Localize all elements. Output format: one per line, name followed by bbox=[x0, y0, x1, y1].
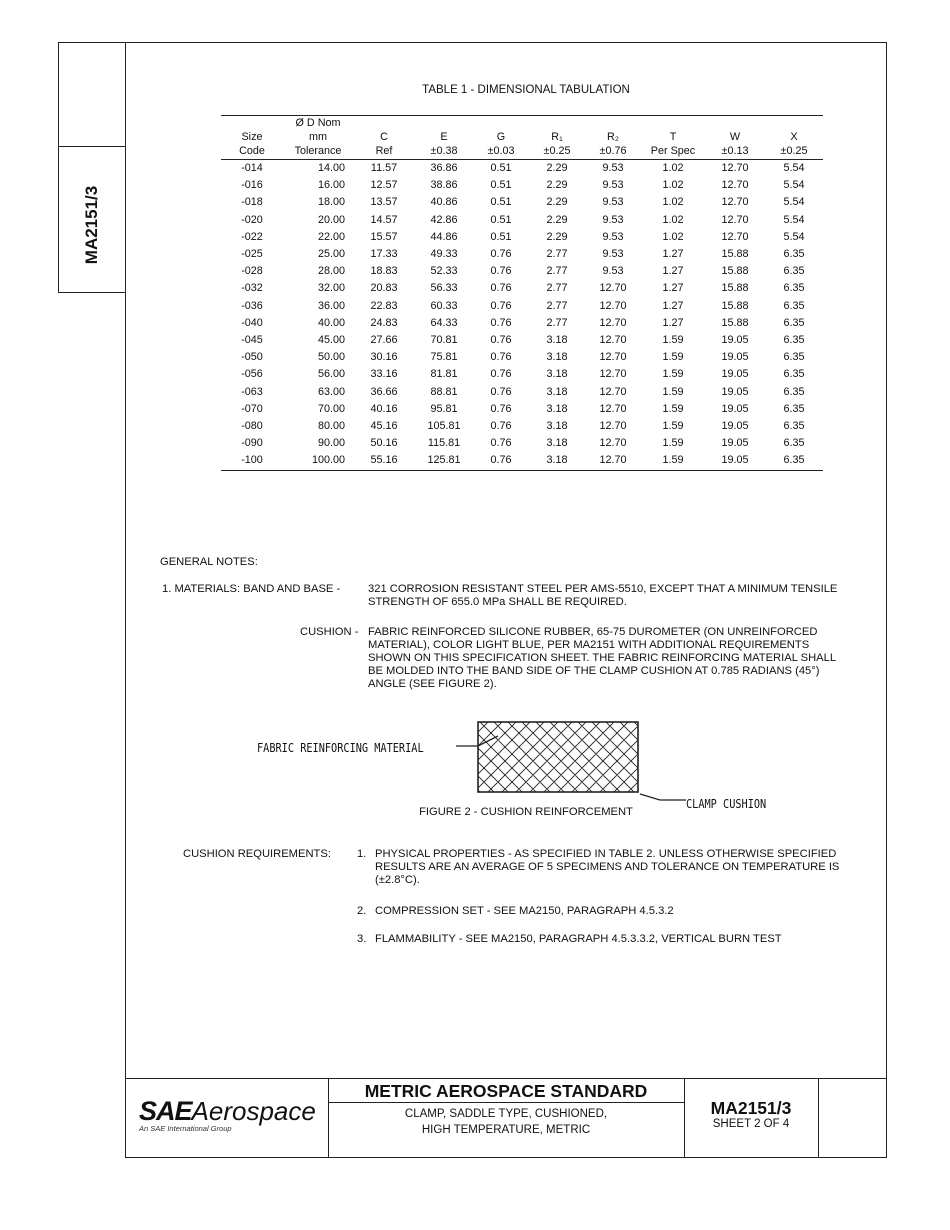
column-header: ±0.13 bbox=[705, 144, 765, 160]
table-cell: 3.18 bbox=[546, 454, 568, 467]
column-header: G bbox=[496, 131, 506, 143]
table-cell: 44.86 bbox=[430, 230, 458, 243]
table-cell: 6.35 bbox=[783, 437, 805, 450]
table-cell: 12.70 bbox=[599, 368, 627, 381]
table-cell: 2.29 bbox=[546, 179, 568, 192]
table-cell: 90.00 bbox=[317, 437, 345, 450]
table-cell: 6.35 bbox=[783, 402, 805, 415]
column-header: W bbox=[729, 131, 741, 143]
table-row bbox=[221, 384, 823, 401]
table-cell: 2.77 bbox=[546, 299, 568, 312]
table-cell: 75.81 bbox=[430, 351, 458, 364]
table-cell: 9.53 bbox=[602, 248, 624, 261]
table-cell: 12.70 bbox=[721, 179, 749, 192]
table-row bbox=[221, 280, 823, 297]
description-line-2: HIGH TEMPERATURE, METRIC bbox=[421, 1124, 591, 1136]
table-cell: 1.59 bbox=[662, 351, 684, 364]
table-cell: -040 bbox=[241, 316, 263, 329]
table-cell: 11.57 bbox=[370, 162, 398, 174]
table-cell: 1.59 bbox=[662, 437, 684, 450]
table-cell: 2.77 bbox=[546, 265, 568, 278]
table-cell: 6.35 bbox=[783, 334, 805, 347]
table-cell: 2.29 bbox=[546, 213, 568, 226]
title-block-divider bbox=[818, 1078, 819, 1158]
table-cell: 0.76 bbox=[490, 334, 512, 347]
table-cell: 38.86 bbox=[430, 179, 458, 192]
dimensional-table bbox=[221, 115, 823, 471]
column-header bbox=[415, 116, 473, 131]
requirement-2-text: COMPRESSION SET - SEE MA2150, PARAGRAPH 4.5.3.2 bbox=[375, 905, 674, 917]
column-header bbox=[353, 116, 415, 131]
column-header: Tolerance bbox=[283, 144, 353, 160]
table-cell: -022 bbox=[241, 230, 263, 243]
table-cell: 125.81 bbox=[427, 454, 461, 467]
column-header: C bbox=[380, 131, 388, 143]
table-cell: 2.77 bbox=[546, 316, 568, 329]
requirement-1-text: PHYSICAL PROPERTIES - AS SPECIFIED IN TABLE 2. UNLESS OTHERWISE SPECIFIED RESULTS ARE AN AVERAGE OF 5 SPECIMENS AND TOLERANCE ON TEMPERATURE IS (±2.8°C). bbox=[375, 848, 840, 886]
table-cell: 56.00 bbox=[317, 368, 345, 381]
table-row bbox=[221, 246, 823, 263]
table-cell: 5.54 bbox=[783, 162, 805, 174]
table-cell: -045 bbox=[241, 334, 263, 347]
table-cell: 5.54 bbox=[783, 196, 805, 209]
table-row bbox=[221, 435, 823, 452]
table-row bbox=[221, 366, 823, 383]
table-cell: 60.33 bbox=[430, 299, 458, 312]
table-cell: 0.51 bbox=[490, 230, 512, 243]
table-cell: 6.35 bbox=[783, 454, 805, 467]
cushion-requirements-label: CUSHION REQUIREMENTS: bbox=[183, 848, 331, 860]
table-cell: 9.53 bbox=[602, 213, 624, 226]
figure-caption: FIGURE 2 - CUSHION REINFORCEMENT bbox=[419, 806, 633, 818]
column-header bbox=[705, 116, 765, 131]
figure-label-cushion: CLAMP CUSHION bbox=[686, 796, 767, 811]
table-cell: 6.35 bbox=[783, 351, 805, 364]
side-tab-divider bbox=[58, 146, 126, 147]
table-cell: 2.29 bbox=[546, 162, 568, 174]
table-cell: 25.00 bbox=[317, 248, 345, 261]
table-row bbox=[221, 160, 823, 178]
column-header: mm bbox=[309, 131, 327, 143]
description-line-1: CLAMP, SADDLE TYPE, CUSHIONED, bbox=[404, 1108, 608, 1120]
table-row bbox=[221, 263, 823, 280]
table-cell: 0.76 bbox=[490, 402, 512, 415]
table-cell: 1.59 bbox=[662, 420, 684, 433]
table-cell: 12.70 bbox=[599, 402, 627, 415]
table-row bbox=[221, 212, 823, 229]
table-cell: 1.02 bbox=[662, 213, 684, 226]
title-block-mid-rule bbox=[328, 1102, 684, 1103]
table-cell: 19.05 bbox=[721, 454, 749, 467]
header-row-3 bbox=[221, 144, 823, 160]
table-cell: 3.18 bbox=[546, 351, 568, 364]
table-cell: 1.59 bbox=[662, 368, 684, 381]
table-cell: 50.00 bbox=[317, 351, 345, 364]
table-cell: 36.66 bbox=[370, 385, 398, 398]
logo-subtitle: An SAE International Group bbox=[139, 1124, 232, 1133]
table-cell: 12.57 bbox=[370, 179, 398, 192]
table-cell: 12.70 bbox=[599, 420, 627, 433]
table-cell: 1.59 bbox=[662, 385, 684, 398]
table-cell: 20.00 bbox=[317, 213, 345, 226]
table-cell: 95.81 bbox=[430, 402, 458, 415]
table-cell: 20.83 bbox=[370, 282, 398, 295]
logo-aerospace: Aerospace bbox=[191, 1096, 316, 1126]
table-cell: 15.88 bbox=[721, 299, 749, 312]
table-cell: 100.00 bbox=[311, 454, 345, 467]
table-cell: -016 bbox=[241, 179, 263, 192]
table-cell: 40.00 bbox=[317, 316, 345, 329]
table-cell: 63.00 bbox=[317, 385, 345, 398]
table-cell: 19.05 bbox=[721, 368, 749, 381]
table-cell: 1.59 bbox=[662, 402, 684, 415]
table-cell: 0.76 bbox=[490, 368, 512, 381]
table-cell: 28.00 bbox=[317, 265, 345, 278]
column-header: ±0.03 bbox=[473, 144, 529, 160]
table-cell: 17.33 bbox=[370, 248, 398, 261]
column-header bbox=[765, 116, 823, 131]
table-cell: 12.70 bbox=[721, 230, 749, 243]
table-row bbox=[221, 332, 823, 349]
table-cell: 0.76 bbox=[490, 316, 512, 329]
table-cell: 12.70 bbox=[599, 316, 627, 329]
column-header bbox=[473, 116, 529, 131]
table-cell: 3.18 bbox=[546, 334, 568, 347]
note1-text: 321 CORROSION RESISTANT STEEL PER AMS-5510, EXCEPT THAT A MINIMUM TENSILE STRENGTH OF 655.0 MPa SHALL BE REQUIRED. bbox=[368, 583, 838, 608]
table-cell: 70.00 bbox=[317, 402, 345, 415]
figure-label-fabric: FABRIC REINFORCING MATERIAL bbox=[257, 740, 424, 755]
table-cell: 80.00 bbox=[317, 420, 345, 433]
column-header: R₂ bbox=[607, 131, 619, 143]
table-cell: 22.00 bbox=[317, 230, 345, 243]
table-cell: 2.29 bbox=[546, 230, 568, 243]
table-cell: 12.70 bbox=[721, 196, 749, 209]
requirement-3-text: FLAMMABILITY - SEE MA2150, PARAGRAPH 4.5.3.3.2, VERTICAL BURN TEST bbox=[375, 933, 782, 945]
table-cell: 22.83 bbox=[370, 299, 398, 312]
column-header: Ref bbox=[353, 144, 415, 160]
table-cell: 1.02 bbox=[662, 196, 684, 209]
column-header: Size bbox=[241, 131, 263, 143]
table-cell: 45.00 bbox=[317, 334, 345, 347]
table-cell: 15.88 bbox=[721, 282, 749, 295]
table-cell: 12.70 bbox=[599, 351, 627, 364]
column-header: Per Spec bbox=[641, 144, 705, 160]
table-cell: 3.18 bbox=[546, 385, 568, 398]
table-cell: 1.59 bbox=[662, 454, 684, 467]
table-cell: 0.76 bbox=[490, 351, 512, 364]
table-cell: -036 bbox=[241, 299, 263, 312]
table-row bbox=[221, 194, 823, 211]
table-cell: 55.16 bbox=[370, 454, 398, 467]
table-cell: 27.66 bbox=[370, 334, 398, 347]
table-cell: 19.05 bbox=[721, 385, 749, 398]
table-cell: 1.02 bbox=[662, 179, 684, 192]
table-cell: 1.27 bbox=[662, 265, 684, 278]
table-cell: 40.16 bbox=[370, 402, 398, 415]
table-cell: -090 bbox=[241, 437, 263, 450]
table-cell: -018 bbox=[241, 196, 263, 209]
table-cell: 9.53 bbox=[602, 265, 624, 278]
table-cell: 16.00 bbox=[317, 179, 345, 192]
table-row bbox=[221, 177, 823, 194]
table-cell: -056 bbox=[241, 368, 263, 381]
table-row bbox=[221, 452, 823, 470]
table-cell: -028 bbox=[241, 265, 263, 278]
table-cell: 19.05 bbox=[721, 420, 749, 433]
table-cell: 6.35 bbox=[783, 368, 805, 381]
document-number: MA2151/3 bbox=[710, 1098, 792, 1118]
column-header bbox=[641, 116, 705, 131]
cushion-reinforcement-figure bbox=[450, 718, 690, 818]
table-row bbox=[221, 349, 823, 366]
sheet-number: SHEET 2 OF 4 bbox=[712, 1118, 790, 1130]
table-cell: 14.57 bbox=[370, 213, 398, 226]
column-header: X bbox=[790, 131, 798, 143]
column-header: ±0.25 bbox=[529, 144, 585, 160]
table-cell: 15.88 bbox=[721, 316, 749, 329]
table-cell: 9.53 bbox=[602, 230, 624, 243]
table-cell: 6.35 bbox=[783, 385, 805, 398]
table-cell: 49.33 bbox=[430, 248, 458, 261]
table-row bbox=[221, 315, 823, 332]
table-cell: 0.76 bbox=[490, 248, 512, 261]
table-cell: 6.35 bbox=[783, 420, 805, 433]
table-cell: 1.27 bbox=[662, 248, 684, 261]
table-cell: 15.88 bbox=[721, 248, 749, 261]
side-doc-label bbox=[58, 180, 126, 270]
table-cell: 5.54 bbox=[783, 213, 805, 226]
table-cell: 0.76 bbox=[490, 299, 512, 312]
general-notes-heading: GENERAL NOTES: bbox=[160, 556, 258, 568]
table-cell: 12.70 bbox=[599, 299, 627, 312]
table-cell: 19.05 bbox=[721, 351, 749, 364]
column-header: ±0.38 bbox=[415, 144, 473, 160]
table-cell: -100 bbox=[241, 454, 263, 467]
table-cell: 45.16 bbox=[370, 420, 398, 433]
table-cell: 18.00 bbox=[317, 196, 345, 209]
table-row bbox=[221, 401, 823, 418]
table-cell: 12.70 bbox=[721, 162, 749, 174]
table-cell: 30.16 bbox=[370, 351, 398, 364]
table-cell: 3.18 bbox=[546, 402, 568, 415]
cushion-text: FABRIC REINFORCED SILICONE RUBBER, 65-75 DUROMETER (ON UNREINFORCED MATERIAL), COLOR LIGHT BLUE, PER MA2151 WITH ADDITIONAL REQUIREMENTS SHOWN ON THIS SPECIFICATION SHEET. THE FABRIC REINFORCING MATERIAL SHALL BE MOLDED INTO THE BAND SIDE OF THE CLAMP CUSHION AT 0.785 RADIANS (45°) ANGLE (SEE FIGURE 2). bbox=[368, 626, 836, 690]
column-header: ±0.25 bbox=[765, 144, 823, 160]
column-header bbox=[585, 116, 641, 131]
table-cell: 19.05 bbox=[721, 437, 749, 450]
column-header: Ø D Nom bbox=[295, 117, 341, 129]
table-cell: -025 bbox=[241, 248, 263, 261]
table-cell: 2.29 bbox=[546, 196, 568, 209]
table-cell: 1.27 bbox=[662, 316, 684, 329]
table-cell: 12.70 bbox=[599, 437, 627, 450]
requirement-2-number: 2. bbox=[357, 905, 367, 917]
table-cell: -032 bbox=[241, 282, 263, 295]
table-row bbox=[221, 229, 823, 246]
table-cell: -070 bbox=[241, 402, 263, 415]
table-row bbox=[221, 418, 823, 435]
dimension-table bbox=[221, 115, 823, 471]
table-cell: 0.51 bbox=[490, 213, 512, 226]
table-cell: 24.83 bbox=[370, 316, 398, 329]
column-header: Code bbox=[221, 144, 283, 160]
table-cell: 6.35 bbox=[783, 316, 805, 329]
table-cell: 19.05 bbox=[721, 334, 749, 347]
table-cell: 0.76 bbox=[490, 420, 512, 433]
table-cell: 13.57 bbox=[370, 196, 398, 209]
table-cell: 1.02 bbox=[662, 230, 684, 243]
table-cell: 9.53 bbox=[602, 179, 624, 192]
table-cell: 12.70 bbox=[721, 213, 749, 226]
column-header: T bbox=[669, 131, 677, 143]
table-cell: 6.35 bbox=[783, 248, 805, 261]
table-cell: 0.76 bbox=[490, 454, 512, 467]
cushion-label: CUSHION - bbox=[300, 626, 359, 638]
table-cell: -063 bbox=[241, 385, 263, 398]
table-cell: 33.16 bbox=[370, 368, 398, 381]
table-cell: 1.59 bbox=[662, 334, 684, 347]
requirement-1-number: 1. bbox=[357, 848, 367, 860]
side-doc-number: MA2151/3 bbox=[82, 185, 101, 265]
table-cell: 64.33 bbox=[430, 316, 458, 329]
table-cell: 3.18 bbox=[546, 437, 568, 450]
table-cell: 70.81 bbox=[430, 334, 458, 347]
table-cell: 0.51 bbox=[490, 162, 512, 174]
table-cell: 36.00 bbox=[317, 299, 345, 312]
table-cell: -080 bbox=[241, 420, 263, 433]
table-cell: 14.00 bbox=[317, 162, 345, 174]
table-title: TABLE 1 - DIMENSIONAL TABULATION bbox=[422, 84, 630, 96]
column-header: E bbox=[440, 131, 448, 143]
table-cell: 0.51 bbox=[490, 179, 512, 192]
table-cell: 0.76 bbox=[490, 385, 512, 398]
table-cell: 36.86 bbox=[430, 162, 458, 174]
requirement-3-number: 3. bbox=[357, 933, 367, 945]
table-row bbox=[221, 298, 823, 315]
table-cell: 2.77 bbox=[546, 248, 568, 261]
table-cell: 40.86 bbox=[430, 196, 458, 209]
table-cell: 81.81 bbox=[430, 368, 458, 381]
table-cell: 56.33 bbox=[430, 282, 458, 295]
table-cell: 88.81 bbox=[430, 385, 458, 398]
title-block-top-rule bbox=[125, 1078, 887, 1079]
table-cell: 42.86 bbox=[430, 213, 458, 226]
table-cell: 50.16 bbox=[370, 437, 398, 450]
table-cell: 105.81 bbox=[427, 420, 461, 433]
header-row-1 bbox=[221, 116, 823, 131]
table-cell: 5.54 bbox=[783, 230, 805, 243]
table-cell: 2.77 bbox=[546, 282, 568, 295]
table-cell: 6.35 bbox=[783, 299, 805, 312]
table-cell: 12.70 bbox=[599, 385, 627, 398]
table-cell: -020 bbox=[241, 213, 263, 226]
table-cell: 0.76 bbox=[490, 437, 512, 450]
table-cell: 9.53 bbox=[602, 196, 624, 209]
table-cell: 52.33 bbox=[430, 265, 458, 278]
column-header bbox=[529, 116, 585, 131]
logo-sae: SAE bbox=[139, 1096, 192, 1126]
table-cell: 1.02 bbox=[662, 162, 684, 174]
table-cell: 6.35 bbox=[783, 265, 805, 278]
table-cell: 12.70 bbox=[599, 334, 627, 347]
table-cell: 3.18 bbox=[546, 368, 568, 381]
table-cell: -050 bbox=[241, 351, 263, 364]
column-header: R₁ bbox=[551, 131, 563, 143]
standard-title: METRIC AEROSPACE STANDARD bbox=[364, 1081, 648, 1101]
table-cell: 19.05 bbox=[721, 402, 749, 415]
table-cell: 6.35 bbox=[783, 282, 805, 295]
sae-aerospace-logo bbox=[139, 1096, 316, 1127]
header-row-2 bbox=[221, 130, 823, 144]
table-cell: 3.18 bbox=[546, 420, 568, 433]
table-cell: 15.57 bbox=[370, 230, 398, 243]
table-cell: 1.27 bbox=[662, 282, 684, 295]
table-cell: 18.83 bbox=[370, 265, 398, 278]
table-cell: 0.76 bbox=[490, 265, 512, 278]
column-header bbox=[221, 116, 283, 131]
table-cell: 12.70 bbox=[599, 282, 627, 295]
table-cell: 12.70 bbox=[599, 454, 627, 467]
table-cell: 115.81 bbox=[427, 437, 461, 450]
table-cell: 5.54 bbox=[783, 179, 805, 192]
table-cell: 32.00 bbox=[317, 282, 345, 295]
table-cell: 15.88 bbox=[721, 265, 749, 278]
table-cell: -014 bbox=[241, 162, 263, 174]
note1-label: 1. MATERIALS: BAND AND BASE - bbox=[162, 583, 341, 595]
table-body bbox=[221, 160, 823, 471]
table-cell: 0.51 bbox=[490, 196, 512, 209]
table-cell: 1.27 bbox=[662, 299, 684, 312]
column-header: ±0.76 bbox=[585, 144, 641, 160]
table-cell: 0.76 bbox=[490, 282, 512, 295]
table-cell: 9.53 bbox=[602, 162, 624, 174]
